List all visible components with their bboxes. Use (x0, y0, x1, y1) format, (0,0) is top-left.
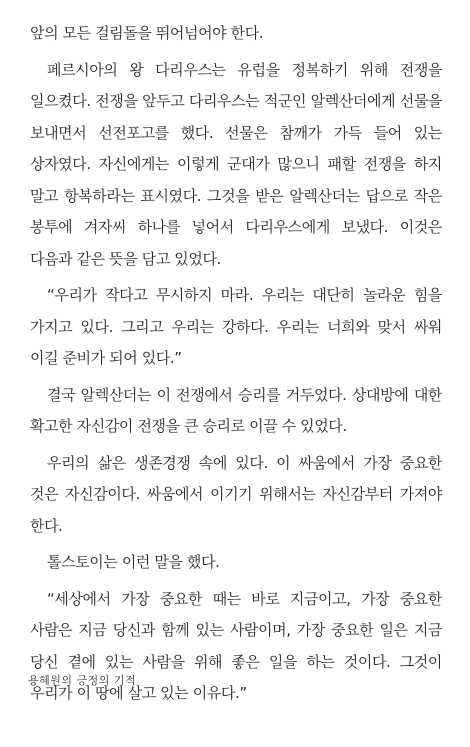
paragraph-victory: 결국 알렉산더는 이 전쟁에서 승리를 거두었다. 상대방에 대한 확고한 자신감이 전쟁을 큰 승리로 이끌 수 있었다. (30, 385, 442, 435)
paragraph-tolstoy-intro: 톨스토이는 이런 말을 했다. (47, 553, 220, 571)
paragraph-tolstoy-quote: “세상에서 가장 중요한 때는 바로 지금이고, 가장 중요한 사람은 지금 당신과 함께 있는 사람이며, 가장 중요한 일은 지금 당신 곁에 있는 사람을 위해 좋은 일을 하는 것이다. 그것이 우리가 이 땅에 살고 있는 이유다.” (30, 589, 442, 702)
paragraph-confidence: 우리의 삶은 생존경쟁 속에 있다. 이 싸움에서 가장 중요한 것은 자신감이다. 싸움에서 이기기 위해서는 자신감부터 가져야 한다. (30, 453, 442, 535)
paragraph-continuation: 앞의 모든 걸림돌을 뛰어넘어야 한다. (30, 24, 264, 42)
paragraph-alexander-quote: “우리가 작다고 무시하지 마라. 우리는 대단히 놀라운 힘을 가지고 있다. 그리고 우리는 강하다. 우리는 너희와 맞서 싸워 이길 준비가 되어 있다.” (30, 286, 442, 367)
page-body-text (30, 18, 442, 715)
paragraph-darius-story: 페르시아의 왕 다리우스는 유럽을 정복하기 위해 전쟁을 일으켰다. 전쟁을 앞두고 다리우스는 적군인 알렉산더에게 선물을 보내면서 선전포고를 했다. 선물은 참깨가 가득 들어 있는 상자였다. 자신에게는 이렇게 군대가 많으니 패할 전쟁을 하지 말고 항복하라는 표시였다. 그것을 받은 알렉산더는 답으로 작은 봉투에 겨자씨 하나를 넣어서 다리우스에게 보냈다. 이것은 다음과 같은 뜻을 담고 있었다. (30, 60, 442, 268)
running-footer-book-title: 용혜원의 긍정의 기적 (28, 674, 137, 687)
